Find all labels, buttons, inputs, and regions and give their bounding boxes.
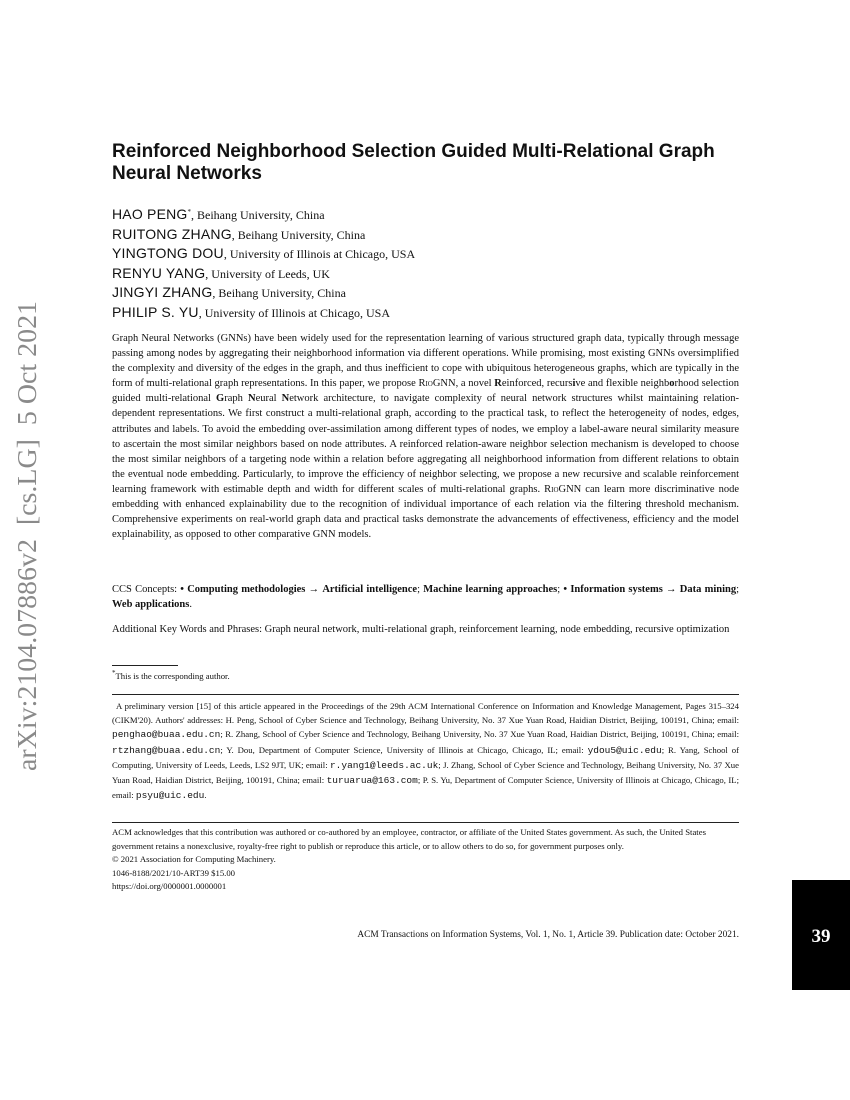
ccs-concept: Computing methodologies: [187, 584, 306, 595]
address-text: .: [204, 790, 207, 801]
email-link[interactable]: rtzhang@buaa.edu.cn: [112, 744, 221, 756]
arxiv-stamp: [2, 299, 46, 772]
author-affiliation: , University of Illinois at Chicago, USA: [198, 305, 391, 320]
abstract-text: etwork architecture, to navigate complexity of neural network structures whilst maintaining relation-dependent representations. We first construct a multi-relational graph, according to the practical task, to reflect the heterogeneity of nodes, edges, attributes and labels. To avoid the embedding over-assimilation among different types of nodes, we employ a label-aware neural similarity measure to ascertain the most similar neighbors based on node attributes. A reinforced relation-aware neighbor selection mechanism is developed to choose the most similar neighbors of a targeting node within a relation before aggregating all neighborhood information from different relations to obtain the eventual node embedding. Particularly, to improve the efficiency of neighbor selecting, we propose a new recursive and scalable reinforcement learning framework with estimable depth and width for different scales of multi-relational graphs.: [112, 393, 739, 495]
ccs-concept: Data mining: [679, 584, 737, 595]
arxiv-stamp-svg: [2, 299, 46, 772]
copyright-line: © 2021 Association for Computing Machinery.: [112, 854, 276, 864]
author-line: [112, 205, 752, 225]
doi-link[interactable]: https://doi.org/0000001.0000001: [112, 881, 227, 891]
ccs-concept: Machine learning approaches: [423, 584, 558, 595]
keywords: Additional Key Words and Phrases: Graph neural network, multi-relational graph, reinforcement learning, node embedding, recursive optimization: [112, 624, 730, 635]
page-number-tab: [792, 880, 850, 990]
author-affiliation: , University of Illinois at Chicago, USA: [223, 247, 416, 261]
ccs-concepts: [112, 582, 739, 612]
author-line: [112, 264, 752, 284]
corresponding-mark: *: [187, 207, 192, 216]
model-name: RioGNN: [418, 378, 456, 390]
email-link[interactable]: penghao@buaa.edu.cn: [112, 729, 221, 741]
author-list: [112, 205, 752, 322]
government-acknowledgement: ACM acknowledges that this contribution was authored or co-authored by an employee, contractor, or affiliate of the United States government. As such, the United States government retains a nonexclusive, royalty-free right to publish or reproduce this article, or to allow others to do so, for government purposes only.: [112, 827, 706, 851]
author-affiliation: , Beihang University, China: [231, 227, 366, 242]
ccs-separator: ;: [417, 584, 424, 595]
abstract-text: Graph Neural Networks (GNNs) have been widely used for the representation learning of various structured graph data, typically through message passing among nodes by aggregating their neighborhood information via different operations. While promising, most existing GNNs oversimplified the complexity and diversity of the edges in the graph, and thus inefficient to cope with ubiquitous heterogeneous graphs, which are typically in the form of multi-relational graph representations. In this paper, we propose: [112, 333, 739, 390]
ccs-separator: ;: [557, 584, 564, 595]
author-name: PHILIP S. YU: [112, 303, 199, 320]
author-name: HAO PENG: [112, 206, 188, 222]
author-addresses-text: [112, 699, 739, 803]
author-name: RUITONG ZHANG: [112, 225, 232, 242]
paper-title: Reinforced Neighborhood Selection Guided Multi-Relational Graph Neural Networks: [112, 141, 715, 184]
abstract-text: , a novel: [455, 378, 495, 390]
author-affiliation: , University of Leeds, UK: [205, 266, 330, 281]
ccs-concept: Artificial intelligence: [322, 584, 418, 595]
ccs-bullet: •: [180, 584, 188, 595]
ccs-end: .: [189, 599, 192, 610]
abstract-text: ve and flexible neighb: [575, 378, 670, 390]
address-text: ; Y. Dou, Department of Computer Science, University of Illinois at Chicago, Chicago, IL; email:: [220, 744, 588, 755]
arxiv-identifier: arXiv:2104.07886v2 [cs.LG] 5 Oct 2021: [12, 316, 42, 771]
model-name: RioGNN: [544, 483, 582, 495]
email-link[interactable]: psyu@uic.edu: [135, 790, 205, 802]
abstract-text: eural: [255, 393, 282, 405]
acronym-letter: i: [572, 378, 576, 390]
footnote-rule: [112, 665, 178, 666]
footnote: [112, 670, 739, 682]
author-name: RENYU YANG: [112, 264, 206, 281]
author-line: [112, 283, 752, 303]
ccs-concept: Information systems: [570, 584, 663, 595]
address-text: ; P. S. Yu, Department of Computer Science, University of Illinois at Chicago, Chicago, IL; email:: [112, 775, 739, 801]
address-text: ; R. Zhang, School of Cyber Science and Technology, Beihang University, No. 37 Xue Yuan Road, Haidian District, Beijing, 100191, China; email:: [220, 729, 739, 740]
author-name: JINGYI ZHANG: [112, 284, 213, 300]
acronym-letter: N: [247, 393, 256, 405]
author-line: [112, 303, 752, 323]
journal-footer: ACM Transactions on Information Systems, Vol. 1, No. 1, Article 39. Publication date: October 2021.: [357, 930, 739, 940]
acronym-letter: G: [216, 393, 225, 405]
author-affiliation: , Beihang University, China: [212, 286, 346, 300]
copyright-notice: [112, 822, 739, 894]
ccs-arrow: →: [662, 584, 680, 595]
ccs-concept: Web applications: [112, 599, 190, 610]
email-link[interactable]: r.yang1@leeds.ac.uk: [329, 759, 439, 771]
author-line: [112, 244, 752, 264]
abstract-text: einforced, recurs: [501, 378, 573, 390]
abstract: [112, 331, 739, 542]
ccs-separator: ;: [736, 584, 740, 595]
author-addresses: [112, 694, 739, 803]
address-text: ; R. Yang, School of Computing, University of Leeds, Leeds, LS2 9JT, UK; email:: [112, 744, 740, 770]
author-name: YINGTONG DOU: [112, 245, 224, 261]
abstract-text: can learn more discriminative node embedding with enhanced explainability due to the recognition of individual importance of each relation via the filtering threshold mechanism. Comprehensive experiments on real-world graph data and practical tasks demonstrate the advancements of effectiveness, efficiency and the model explainability, as opposed to other comparative GNN models.: [112, 483, 740, 541]
ccs-bullet: •: [563, 584, 571, 595]
email-link[interactable]: ydou5@uic.edu: [587, 744, 662, 756]
abstract-text: rhood selection guided multi-relational: [112, 378, 739, 405]
acronym-letter: o: [669, 378, 675, 390]
acronym-letter: R: [494, 378, 502, 390]
address-text: ; J. Zhang, School of Cyber Science and Technology, Beihang University, No. 37 Xue Yuan Road, Haidian District, Beijing, 100191, China; email:: [112, 759, 739, 786]
email-link[interactable]: turuarua@163.com: [326, 775, 418, 787]
ccs-arrow: →: [305, 584, 323, 595]
address-text: A preliminary version [15] of this article appeared in the Proceedings of the 29th ACM International Conference on Information and Knowledge Management, Pages 315–324 (CIKM'20). Authors' addresses: H. Peng, School of Cyber Science and Technology, Beihang University, No. 37 Xue Yuan Road, Haidian District, Beijing, 100191, China; email:: [112, 701, 739, 726]
author-line: [112, 225, 752, 245]
footnote-mark: *: [112, 669, 116, 678]
issn-line: 1046-8188/2021/10-ART39 $15.00: [112, 867, 236, 878]
abstract-text: raph: [224, 393, 248, 405]
footnote-text: This is the corresponding author.: [115, 671, 230, 681]
ccs-label: CCS Concepts:: [112, 584, 181, 595]
author-affiliation: , Beihang University, China: [191, 208, 325, 222]
acronym-letter: N: [281, 393, 290, 405]
page-number: 39: [811, 926, 831, 947]
